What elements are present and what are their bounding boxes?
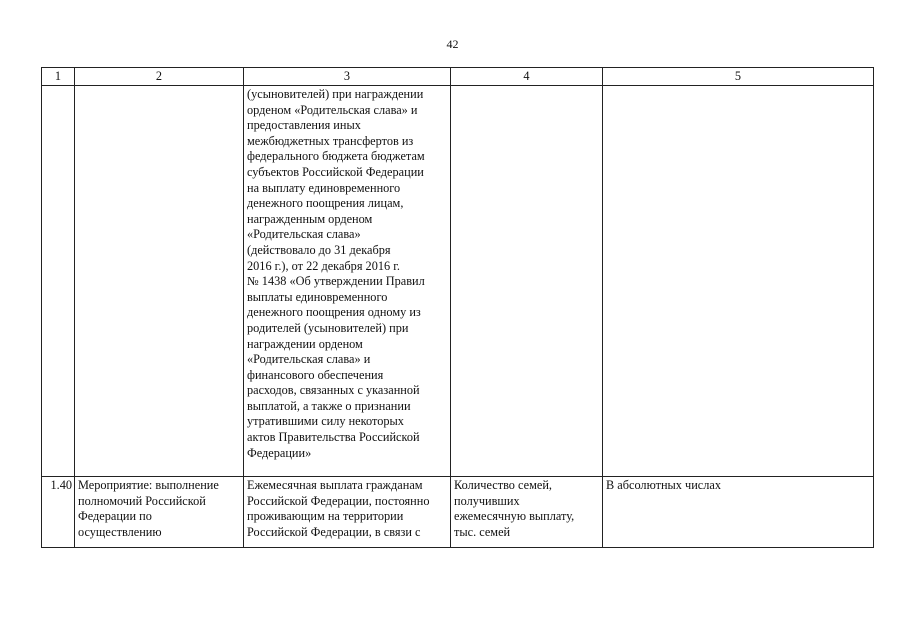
cell-continued-col2 (75, 86, 244, 477)
cell-continued-col1 (42, 86, 75, 477)
cell-continued-col4 (451, 86, 603, 477)
cell-row-number: 1.40 (42, 477, 75, 548)
cell-continued-col5 (603, 86, 874, 477)
cell-measure-name: Мероприятие: выполнение полномочий Российской Федерации по осуществлению (75, 477, 244, 548)
column-header-4: 4 (451, 68, 603, 86)
legal-basis-text: (усыновителей) при награждении орденом «Родительская слава» и предоставления иных межбюджетных трансфертов из федерального бюджета бюджетам субъектов Российской Федерации на выплату единовременного денежного поощрения лицам, награжденным орденом «Родительская слава» (действовало до 31 декабря 2016 г.), от 22 декабря 2016 г. № 1438 «Об утверждении Правил выплаты единовременного денежного поощрения одному из родителей (усыновителей) при награждении орденом «Родительская слава» и финансового обеспечения расходов, связанных с указанной выплатой, а также о признании утратившими силу некоторых актов Правительства Российской Федерации» (247, 87, 425, 460)
cell-units: В абсолютных числах (603, 477, 874, 548)
column-header-3: 3 (244, 68, 451, 86)
table-row-continued (42, 86, 874, 477)
document-table (41, 67, 874, 548)
table-header-row (42, 68, 874, 86)
column-header-2: 2 (75, 68, 244, 86)
table-row-1-40 (42, 477, 874, 548)
cell-indicator: Количество семей, получивших ежемесячную выплату, тыс. семей (451, 477, 603, 548)
cell-continued-col3 (244, 86, 451, 477)
column-header-5: 5 (603, 68, 874, 86)
page-number: 42 (446, 37, 459, 51)
column-header-1: 1 (42, 68, 75, 86)
cell-measure-description: Ежемесячная выплата гражданам Российской Федерации, постоянно проживающим на территории Российской Федерации, в связи с (244, 477, 451, 548)
